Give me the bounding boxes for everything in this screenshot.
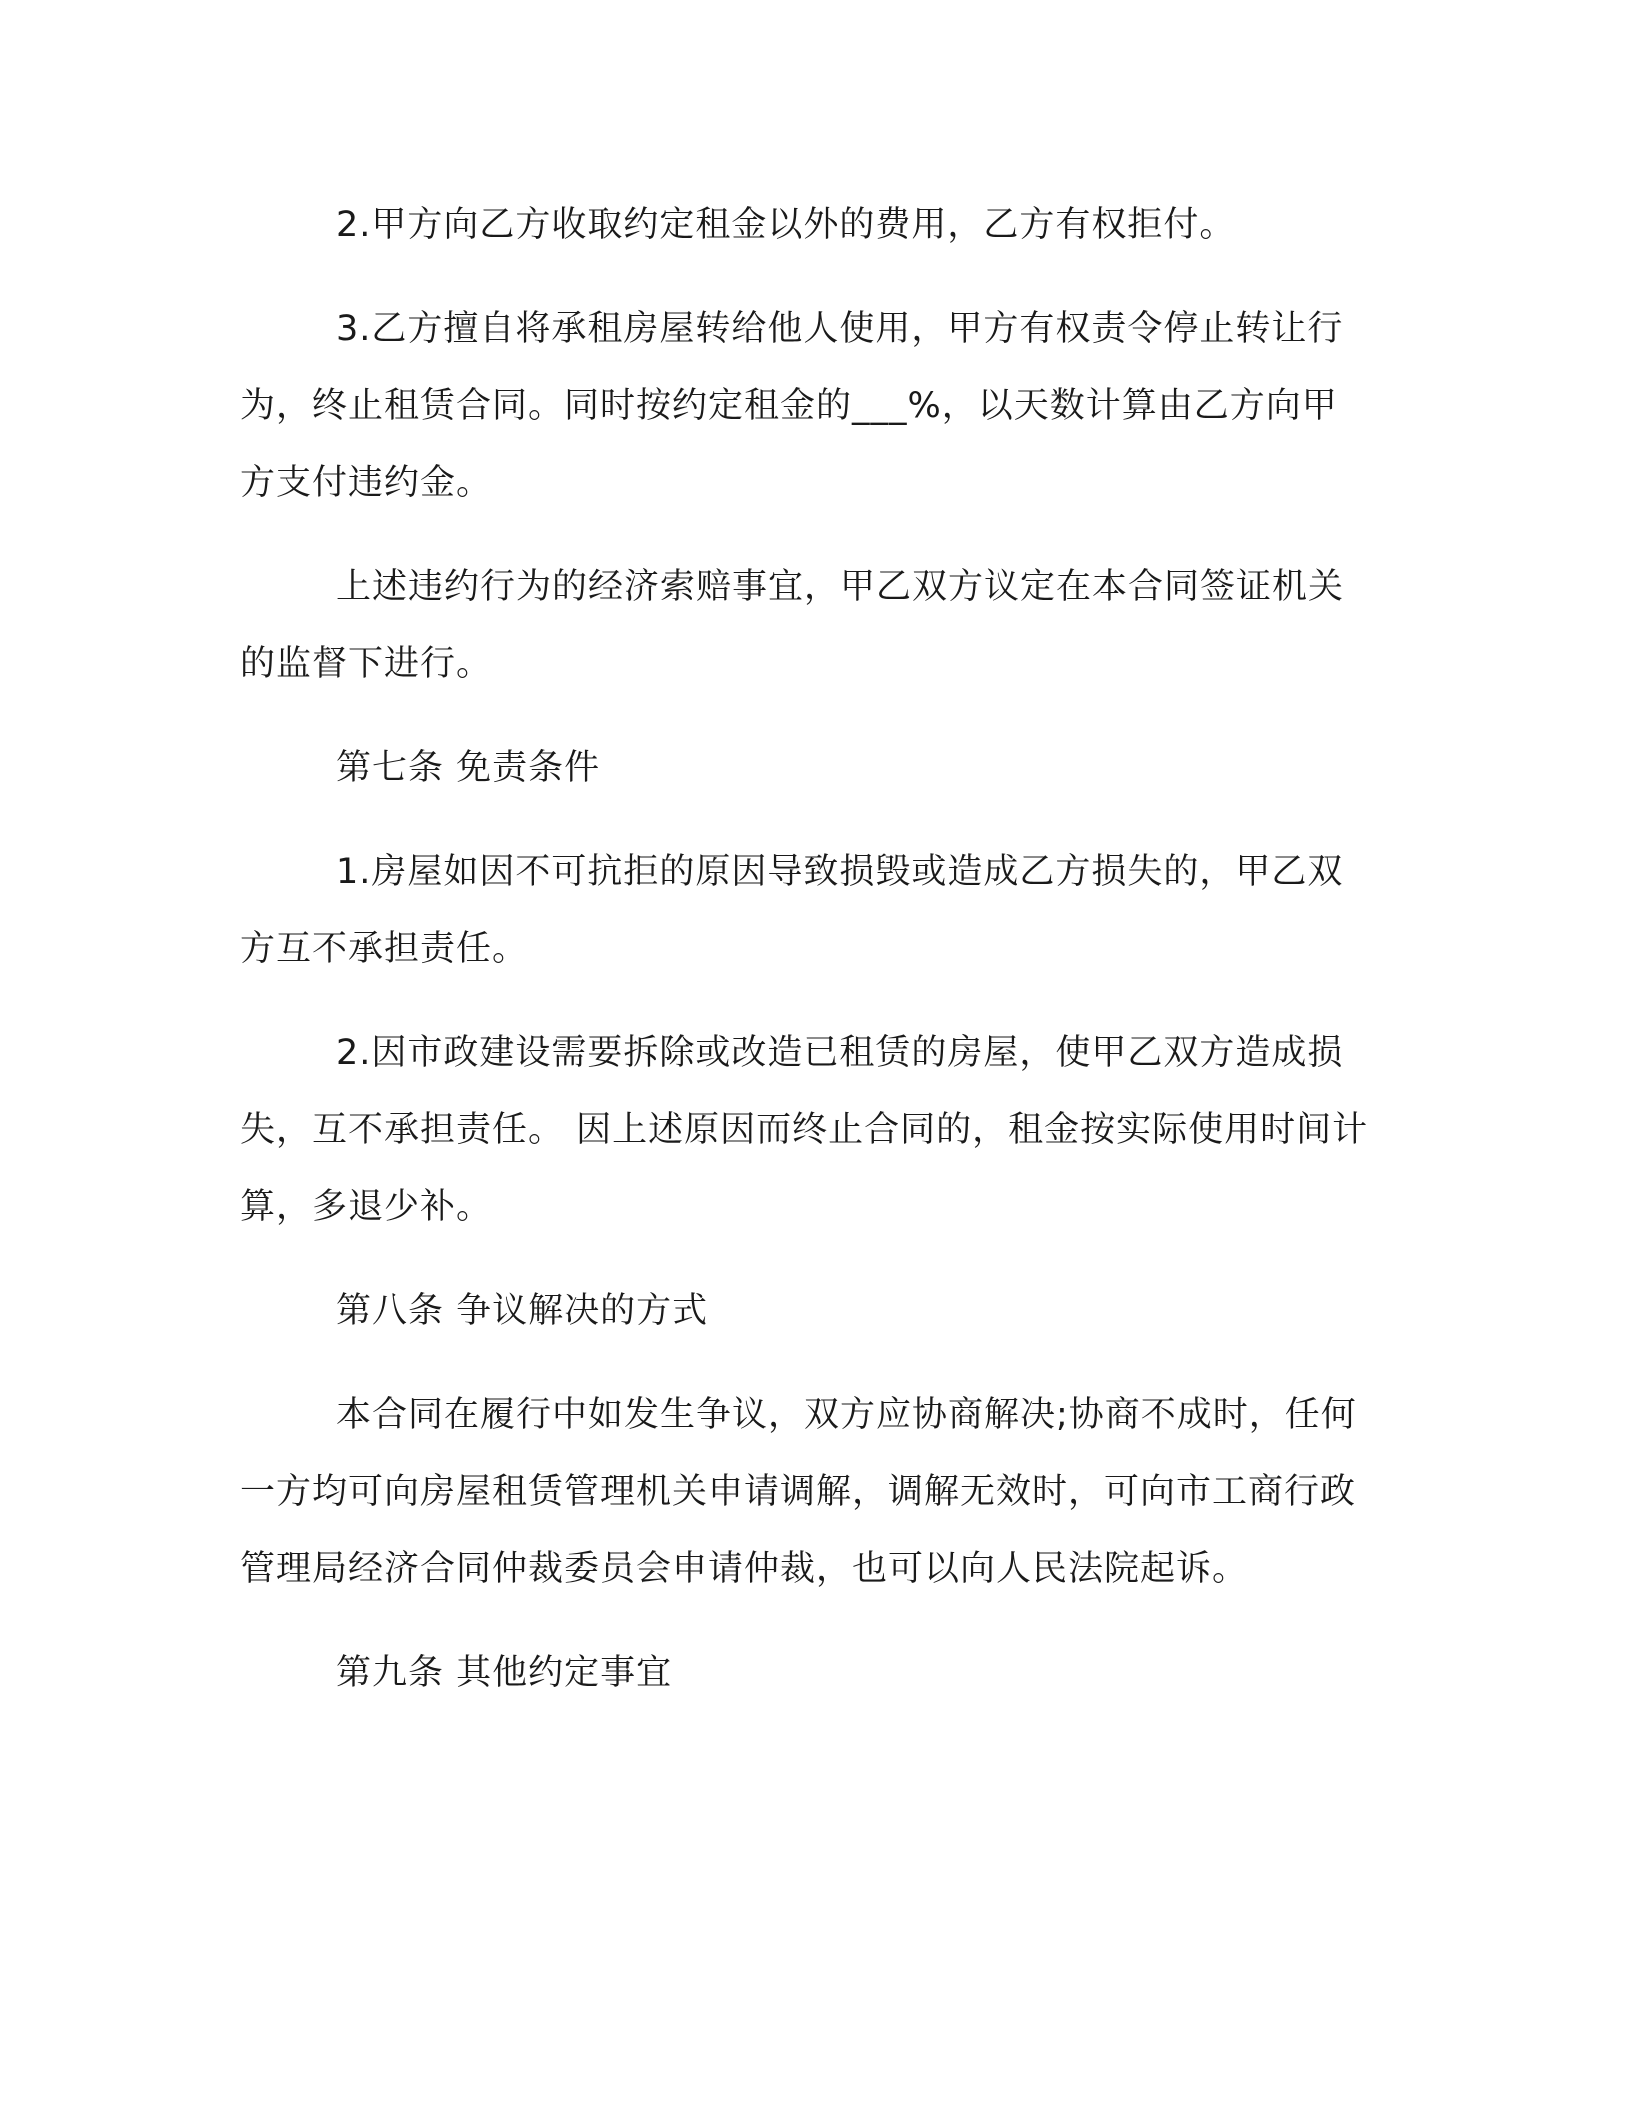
clause-paragraph-dispute: 本合同在履行中如发生争议，双方应协商解决;协商不成时，任何一方均可向房屋租赁管理机关申请调解，调解无效时，可向市工商行政管理局经济合同仲裁委员会申请仲裁，也可以向人民法院起诉。 bbox=[240, 1395, 1357, 1589]
clause-paragraph-force-majeure: 1.房屋如因不可抗拒的原因导致损毁或造成乙方损失的，甲乙双方互不承担责任。 bbox=[240, 852, 1344, 969]
clause-paragraph-3-sublet: 3.乙方擅自将承租房屋转给他人使用，甲方有权责令停止转让行为，终止租赁合同。同时按约定租金的___%，以天数计算由乙方向甲方支付违约金。 bbox=[240, 309, 1344, 503]
article-7-heading: 第七条 免责条件 bbox=[336, 748, 601, 788]
clause-paragraph-compensation: 上述违约行为的经济索赔事宜，甲乙双方议定在本合同签证机关的监督下进行。 bbox=[240, 567, 1345, 684]
article-8-heading: 第八条 争议解决的方式 bbox=[336, 1291, 709, 1331]
document-body bbox=[240, 187, 1370, 1712]
clause-paragraph-2-extra-fees: 2.甲方向乙方收取约定租金以外的费用，乙方有权拒付。 bbox=[336, 205, 1236, 245]
clause-paragraph-municipal: 2.因市政建设需要拆除或改造已租赁的房屋，使甲乙双方造成损失，互不承担责任。 因上述原因而终止合同的，租金按实际使用时间计算，多退少补。 bbox=[240, 1033, 1369, 1227]
article-9-heading: 第九条 其他约定事宜 bbox=[336, 1653, 673, 1693]
